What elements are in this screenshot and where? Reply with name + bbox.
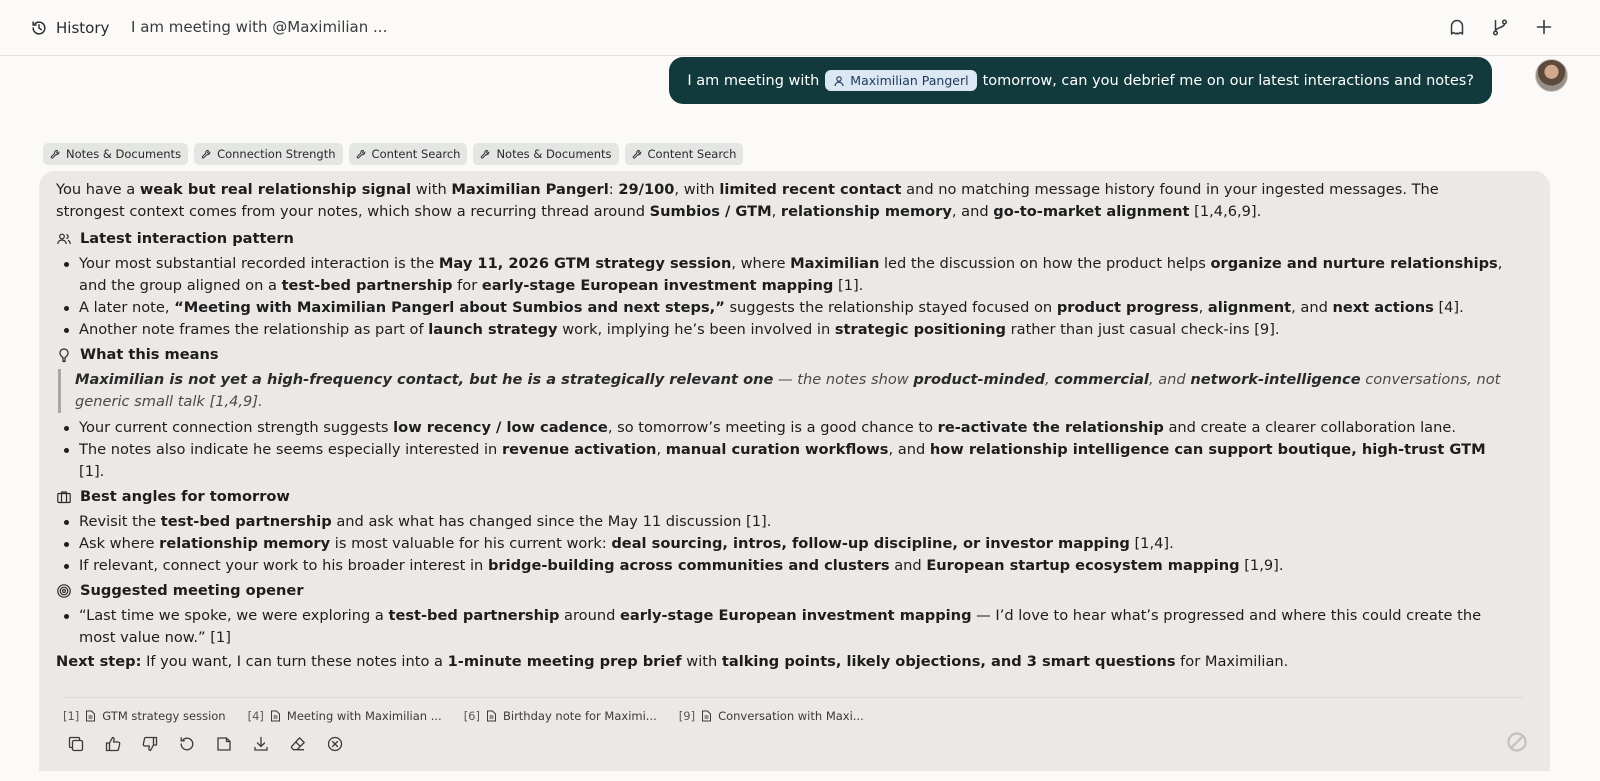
user-avatar[interactable] xyxy=(1535,59,1568,92)
thumbs-down-icon[interactable] xyxy=(137,731,162,756)
list-item: Another note frames the relationship as part of launch strategy work, implying he’s been involved in strategic positioning rather than just casual check-ins [9]. xyxy=(64,319,1506,341)
document-icon xyxy=(85,710,96,722)
best-angles-list xyxy=(64,511,1506,577)
branch-icon[interactable] xyxy=(1489,16,1511,38)
meeting-opener-list xyxy=(64,605,1506,649)
document-icon xyxy=(270,710,281,722)
list-item: Revisit the test-bed partnership and ask what has changed since the May 11 discussion [1]. xyxy=(64,511,1506,533)
wrench-icon xyxy=(632,149,643,160)
eraser-icon[interactable] xyxy=(285,731,310,756)
conversation-title[interactable]: I am meeting with @Maximilian ... xyxy=(131,18,388,36)
tool-chip-label: Notes & Documents xyxy=(66,147,182,161)
mention-chip[interactable] xyxy=(825,70,976,91)
section-heading-what-this-means: What this means xyxy=(56,343,1506,367)
tool-chip-label: Connection Strength xyxy=(217,147,336,161)
tool-chip[interactable] xyxy=(349,143,468,165)
tool-chip[interactable] xyxy=(473,143,618,165)
thumbs-up-icon[interactable] xyxy=(100,731,125,756)
list-item: “Last time we spoke, we were exploring a test-bed partnership around early-stage European investment mapping — I’d love to hear what’s progressed and where this could create the most value now.” [1] xyxy=(64,605,1506,649)
target-icon xyxy=(56,583,72,599)
intro-paragraph: You have a weak but real relationship signal with Maximilian Pangerl: 29/100, with limited recent contact and no matching message history found in your ingested messages. The strongest context comes from your notes, which show a recurring thread around Sumbios / GTM, relationship memory, and go-to-market alignment [1,4,6,9]. xyxy=(56,181,1439,220)
what-this-means-list xyxy=(64,417,1506,483)
people-icon xyxy=(56,231,72,247)
section-heading-best-angles: Best angles for tomorrow xyxy=(56,485,1506,509)
latest-interaction-list xyxy=(64,253,1506,341)
tool-chip[interactable] xyxy=(43,143,188,165)
tool-chip[interactable] xyxy=(194,143,342,165)
ghost-icon[interactable] xyxy=(1446,16,1468,38)
history-button[interactable] xyxy=(30,15,109,41)
wrench-icon xyxy=(480,149,491,160)
wrench-icon xyxy=(201,149,212,160)
list-item: Your current connection strength suggests low recency / low cadence, so tomorrow’s meeting is a good chance to re-activate the relationship and create a clearer collaboration lane. xyxy=(64,417,1506,439)
plus-icon[interactable] xyxy=(1533,16,1555,38)
source-link[interactable]: [9] Conversation with Maxi... xyxy=(678,708,864,723)
wrench-icon xyxy=(50,149,61,160)
section-heading-meeting-opener: Suggested meeting opener xyxy=(56,579,1506,603)
user-message-text-before: I am meeting with xyxy=(687,72,820,89)
history-label: History xyxy=(56,19,110,37)
source-link[interactable]: [6] Birthday note for Maximi... xyxy=(463,708,657,723)
source-citations xyxy=(63,697,1523,723)
close-circle-icon[interactable] xyxy=(322,731,347,756)
copy-icon[interactable] xyxy=(63,731,88,756)
tool-chip-label: Content Search xyxy=(647,147,737,161)
person-icon xyxy=(833,75,845,87)
briefcase-icon xyxy=(56,489,72,505)
list-item: Ask where relationship memory is most valuable for his current work: deal sourcing, intros, follow-up discipline, or investor mapping [1,4]. xyxy=(64,533,1506,555)
document-icon xyxy=(486,710,497,722)
user-message-bubble xyxy=(669,57,1492,104)
list-item: Your most substantial recorded interaction is the May 11, 2026 GTM strategy session, where Maximilian led the discussion on how the product helps organize and nurture relationships, and the group aligned on a test-bed partnership for early-stage European investment mapping [1]. xyxy=(64,253,1506,297)
tool-chip[interactable] xyxy=(625,143,744,165)
tool-chip-label: Content Search xyxy=(371,147,461,161)
blockquote: Maximilian is not yet a high-frequency contact, but he is a strategically relevant one — the notes show product-minded, commercial, and network-intelligence conversations, not generic small talk [1,4,9]. xyxy=(58,369,1506,413)
list-item: If relevant, connect your work to his broader interest in bridge-building across communities and clusters and European startup ecosystem mapping [1,9]. xyxy=(64,555,1506,577)
lightbulb-icon xyxy=(56,347,72,363)
tool-chip-label: Notes & Documents xyxy=(496,147,612,161)
list-item: A later note, “Meeting with Maximilian Pangerl about Sumbios and next steps,” suggests the relationship stayed focused on product progress, alignment, and next actions [4]. xyxy=(64,297,1506,319)
top-bar xyxy=(0,0,1600,56)
assistant-response-card xyxy=(39,171,1550,771)
source-link[interactable]: [1] GTM strategy session xyxy=(63,708,226,723)
tool-chips xyxy=(43,143,743,165)
wrench-icon xyxy=(356,149,367,160)
note-icon[interactable] xyxy=(211,731,236,756)
response-actions xyxy=(63,731,347,756)
mention-label: Maximilian Pangerl xyxy=(850,73,969,88)
response-body xyxy=(56,179,1506,677)
next-step-paragraph: Next step: If you want, I can turn these notes into a 1-minute meeting prep brief with talking points, likely objections, and 3 smart questions for Maximilian. xyxy=(56,653,1289,670)
history-icon xyxy=(30,19,48,37)
source-link[interactable]: [4] Meeting with Maximilian ... xyxy=(247,708,442,723)
list-item: The notes also indicate he seems especially interested in revenue activation, manual curation workflows, and how relationship intelligence can support boutique, high-trust GTM [1]. xyxy=(64,439,1506,483)
document-icon xyxy=(701,710,712,722)
retry-icon[interactable] xyxy=(174,731,199,756)
brand-logo-icon xyxy=(1506,731,1528,753)
download-icon[interactable] xyxy=(248,731,273,756)
section-heading-latest-interaction: Latest interaction pattern xyxy=(56,227,1506,251)
user-message-text-after: tomorrow, can you debrief me on our latest interactions and notes? xyxy=(982,72,1474,89)
